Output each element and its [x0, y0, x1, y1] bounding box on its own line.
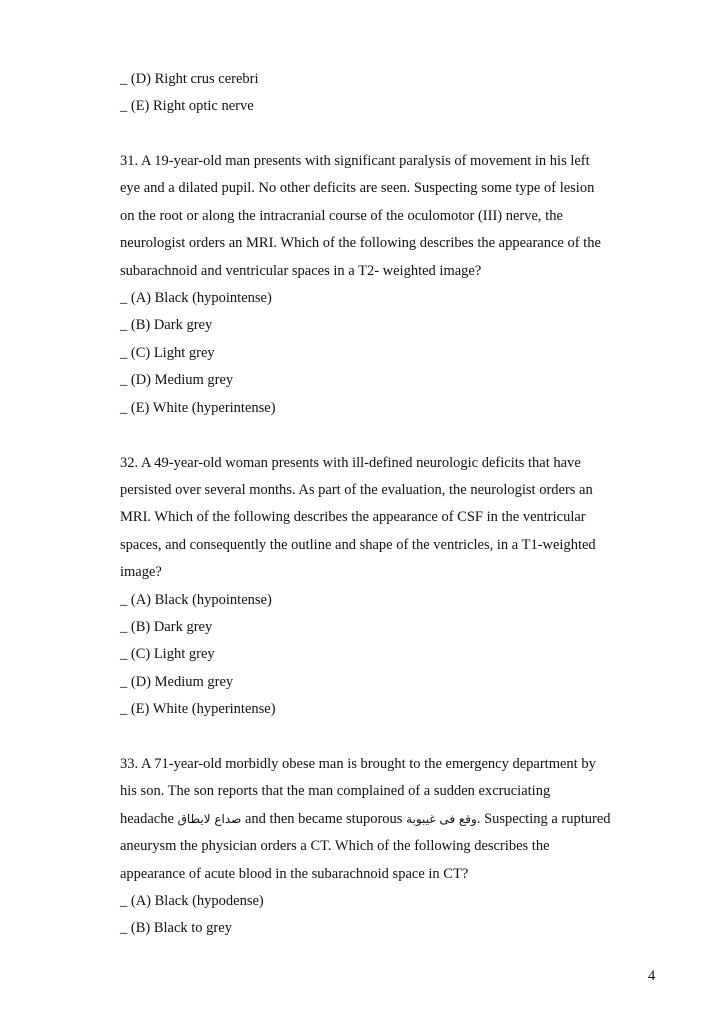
q32-stem-line: spaces, and consequently the outline and shape of the ventricles, in a T1-weighted: [120, 537, 596, 553]
q32-option-c: _ (C) Light grey: [120, 646, 215, 662]
q31-stem-line: neurologist orders an MRI. Which of the following describes the appearance of the: [120, 235, 601, 251]
q32-stem-line: persisted over several months. As part of the evaluation, the neurologist orders an: [120, 482, 593, 498]
q33-option-a: _ (A) Black (hypodense): [120, 893, 264, 909]
q32-option-e: _ (E) White (hyperintense): [120, 701, 276, 717]
q32-option-d: _ (D) Medium grey: [120, 674, 234, 690]
q31-option-c: _ (C) Light grey: [120, 345, 215, 361]
q33-text: headache: [120, 811, 178, 827]
q31-option-d: _ (D) Medium grey: [120, 372, 234, 388]
q32-stem-line: 32. A 49-year-old woman presents with ill-defined neurologic deficits that have: [120, 455, 581, 471]
q33-text: and then became stuporous: [241, 811, 407, 827]
q31-option-b: _ (B) Dark grey: [120, 317, 213, 333]
q33-stem-line: aneurysm the physician orders a CT. Which of the following describes the: [120, 838, 550, 854]
q31-stem-line: on the root or along the intracranial course of the oculomotor (III) nerve, the: [120, 208, 563, 224]
q33-arabic-term: وقع فى غيبوبة: [406, 812, 477, 826]
q32-stem-line: image?: [120, 564, 162, 580]
q33-arabic-term: صداع لايطاق: [177, 812, 242, 826]
q32-option-b: _ (B) Dark grey: [120, 619, 213, 635]
q31-option-a: _ (A) Black (hypointense): [120, 290, 272, 306]
q33-stem-line: his son. The son reports that the man complained of a sudden excruciating: [120, 783, 551, 799]
page-number: 4: [648, 968, 656, 984]
q31-stem-line: 31. A 19-year-old man presents with significant paralysis of movement in his left: [120, 153, 590, 169]
q31-stem-line: subarachnoid and ventricular spaces in a T2- weighted image?: [120, 263, 482, 279]
q33-stem-line: 33. A 71-year-old morbidly obese man is brought to the emergency department by: [120, 756, 596, 772]
option-d: _ (D) Right crus cerebri: [120, 71, 259, 87]
q33-text: . Suspecting a ruptured: [476, 811, 611, 827]
q33-stem-line-arabic: [120, 809, 611, 829]
q31-option-e: _ (E) White (hyperintense): [120, 400, 276, 416]
q33-option-b: _ (B) Black to grey: [120, 920, 232, 936]
q31-stem-line: eye and a dilated pupil. No other deficits are seen. Suspecting some type of lesion: [120, 180, 595, 196]
q32-stem-line: MRI. Which of the following describes the appearance of CSF in the ventricular: [120, 509, 586, 525]
option-e: _ (E) Right optic nerve: [120, 98, 254, 114]
q32-option-a: _ (A) Black (hypointense): [120, 592, 272, 608]
q33-stem-line: appearance of acute blood in the subarachnoid space in CT?: [120, 866, 469, 882]
